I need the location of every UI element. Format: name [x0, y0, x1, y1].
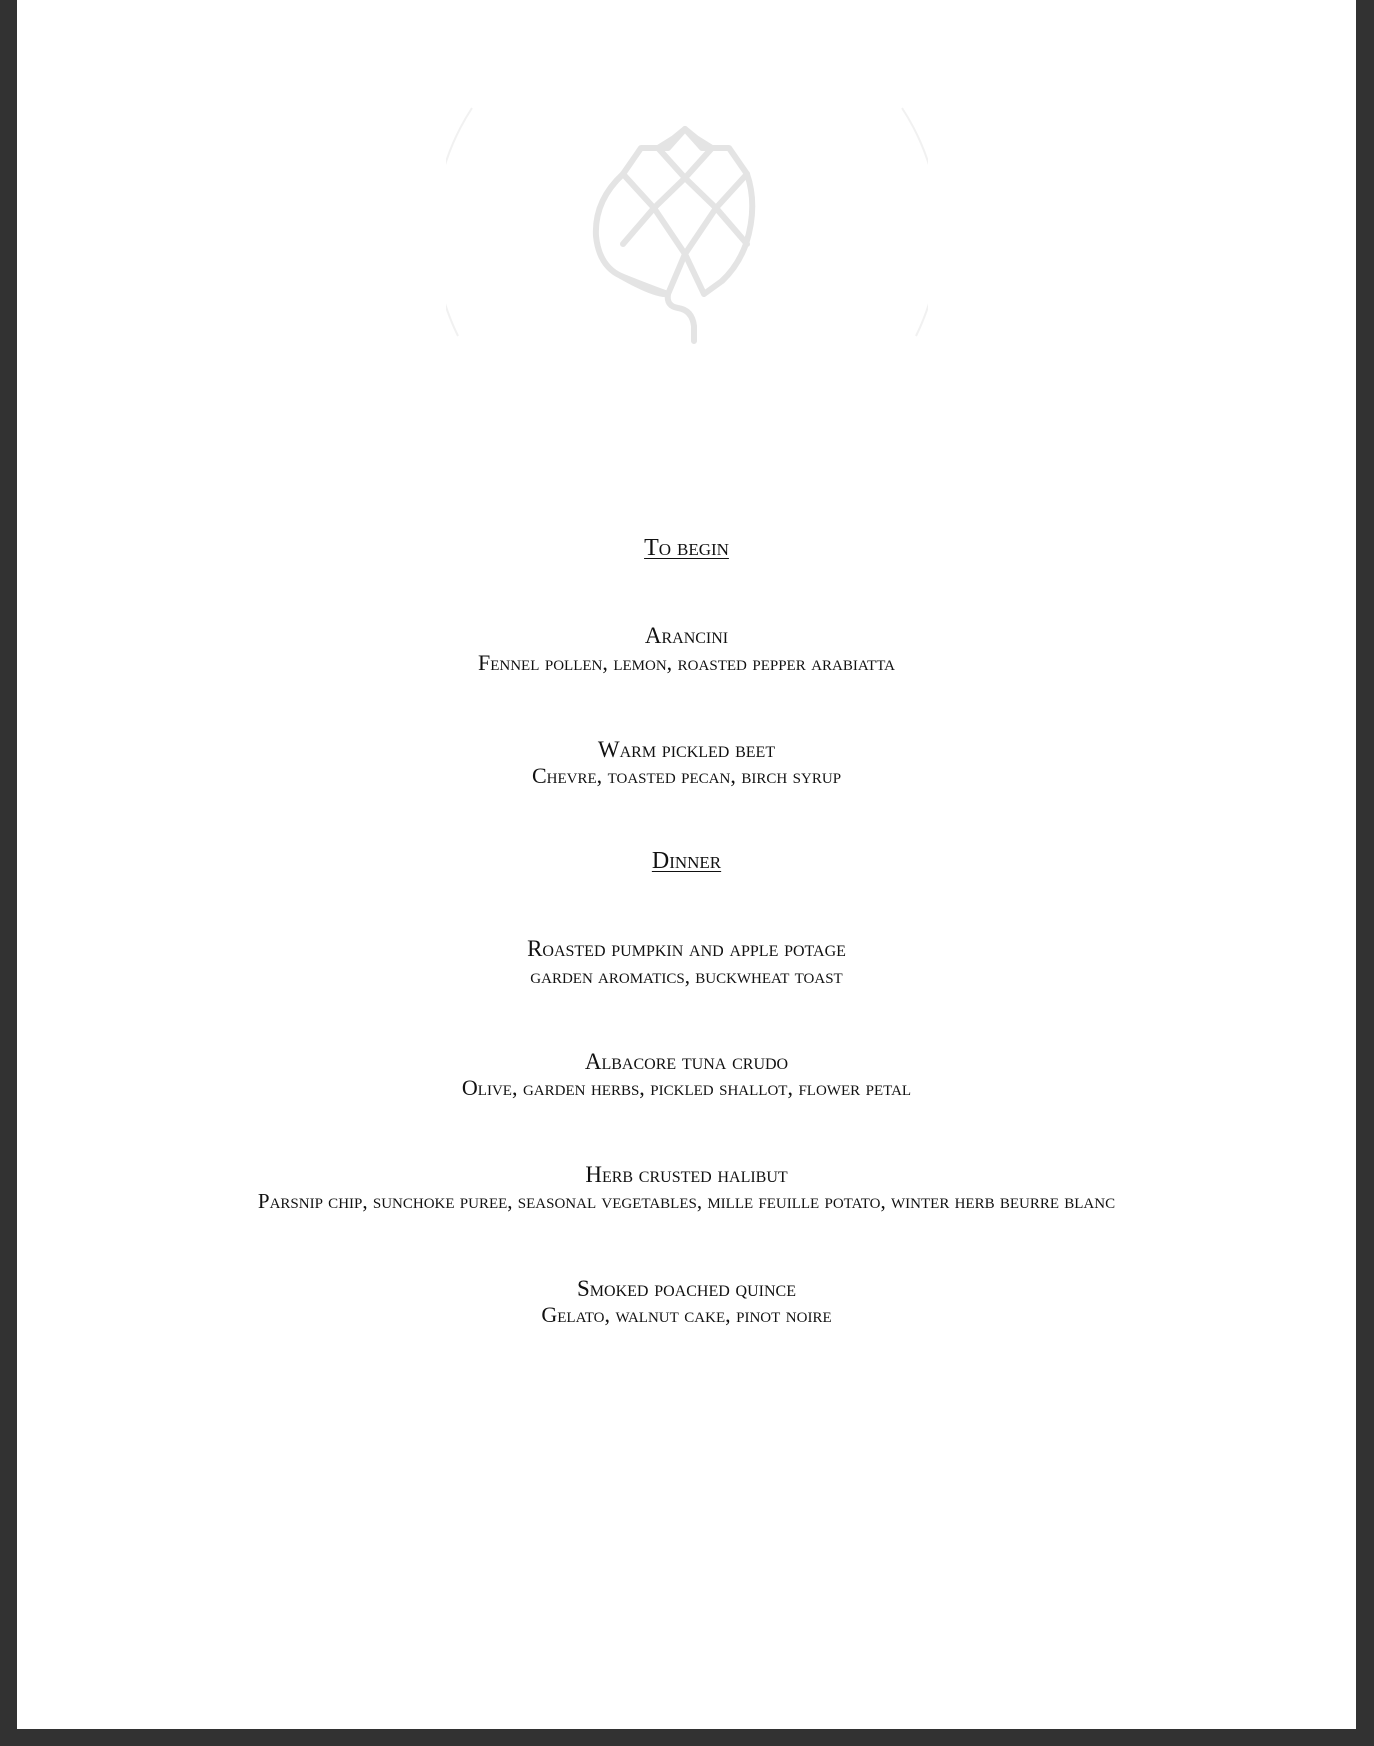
- dish-description: garden aromatics, buckwheat toast: [530, 964, 843, 988]
- section-heading-to-begin: To begin: [644, 535, 729, 561]
- dish-name: Smoked poached quince: [577, 1276, 796, 1301]
- dish-description: Gelato, walnut cake, pinot noire: [541, 1302, 832, 1327]
- dish-name: Warm pickled beet: [597, 737, 776, 762]
- dish-name: Arancini: [644, 623, 729, 648]
- menu-page: [17, 0, 1356, 1729]
- dish-description: Parsnip chip, sunchoke puree, seasonal vegetables, mille feuille potato, winter herb beurre blanc: [257, 1189, 1116, 1213]
- artichoke-hop-icon: [446, 96, 928, 346]
- dish-description: Chevre, toasted pecan, birch syrup: [531, 763, 842, 788]
- dish-name: Roasted pumpkin and apple potage: [527, 936, 846, 961]
- dish-name: Herb crusted halibut: [585, 1162, 788, 1187]
- section-heading-dinner: Dinner: [651, 848, 722, 874]
- dish-description: Fennel pollen, lemon, roasted pepper arabiatta: [477, 650, 896, 675]
- dish-name: Albacore tuna crudo: [584, 1049, 789, 1074]
- dish-description: Olive, garden herbs, pickled shallot, flower petal: [461, 1075, 912, 1100]
